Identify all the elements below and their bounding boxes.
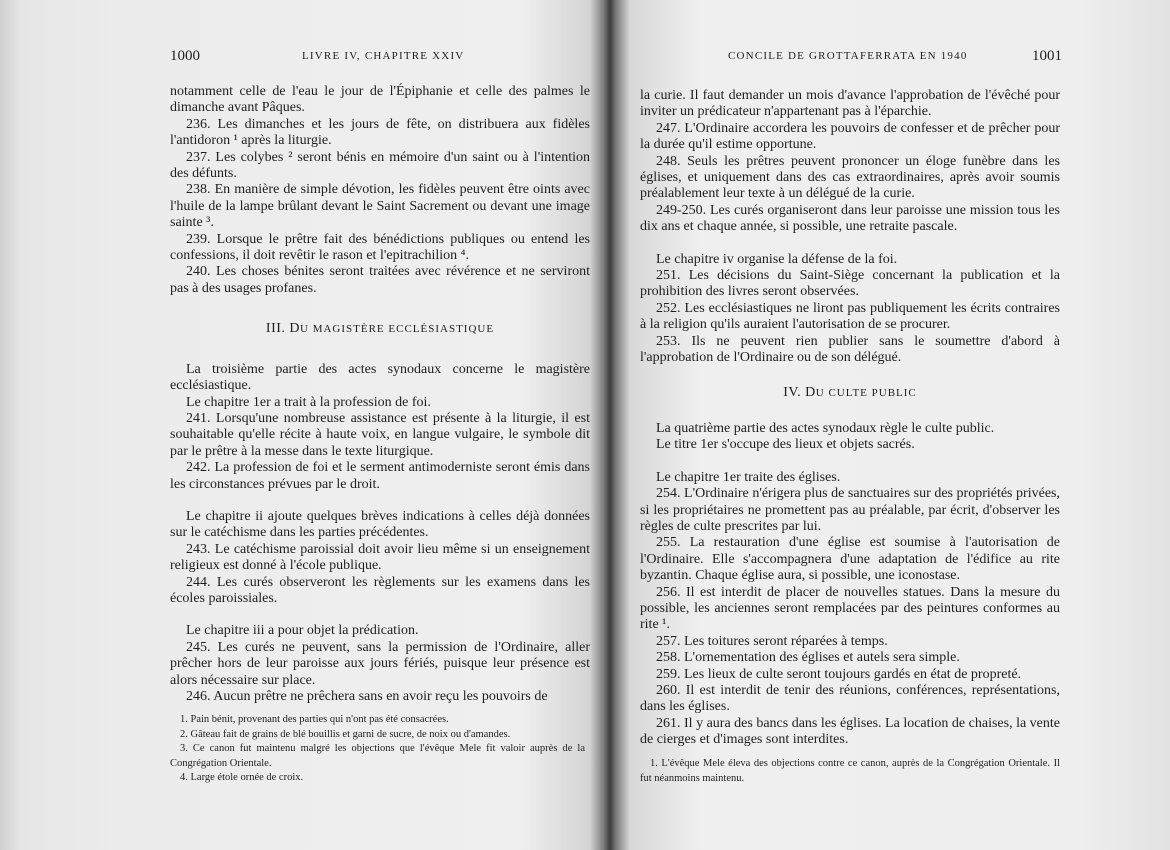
paragraph: 251. Les décisions du Saint-Siège concernant la publication et la prohibition des livres seront observées. <box>640 268 1060 300</box>
left-running-title: LIVRE IV, CHAPITRE XXIV <box>302 50 465 62</box>
footnote: 4. Large étole ornée de croix. <box>180 772 304 784</box>
right-footnotes <box>640 757 1060 786</box>
paragraph: 244. Les curés observeront les règlements sur les examens dans les écoles paroissiales. <box>170 574 590 606</box>
paragraph: la curie. Il faut demander un mois d'avance l'approbation de l'évêché pour inviter un prédicateur n'appartenant pas à l'éparchie. <box>640 88 1060 120</box>
section-heading-numeral: III. D <box>265 321 301 337</box>
left-page-number: 1000 <box>170 48 200 64</box>
left-body-text <box>170 84 590 705</box>
section-heading-title: U CULTE PUBLIC <box>815 386 917 399</box>
paragraph: 240. Les choses bénites seront traitées avec révérence et ne serviront pas à des usages profanes. <box>170 264 590 296</box>
paragraph: 237. Les colybes ² seront bénis en mémoire d'un saint ou à l'intention des défunts. <box>170 149 590 182</box>
paragraph: 243. Le catéchisme paroissial doit avoir lieu même si un enseignement religieux est donné à l'école publique. <box>170 541 590 574</box>
paragraph: 238. En manière de simple dévotion, les fidèles peuvent être oints avec l'huile de la lampe brûlant devant le Saint Sacrement ou devant une image sainte ³. <box>170 182 590 231</box>
paragraph: 246. Aucun prêtre ne prêchera sans en avoir reçu les pouvoirs de <box>186 689 548 704</box>
right-running-title: CONCILE DE GROTTAFERRATA EN 1940 <box>728 50 968 62</box>
paragraph: 258. L'ornementation des églises et autels sera simple. <box>656 650 960 666</box>
paragraph: 245. Les curés ne peuvent, sans la permission de l'Ordinaire, aller prêcher hors de leur paroisse aux jours fériés, puisque leur présence est alors nécessaire sur place. <box>170 639 590 688</box>
right-page-number: 1001 <box>1032 48 1062 64</box>
paragraph: 260. Il est interdit de tenir des réunions, conférences, représentations, dans les églises. <box>640 683 1060 715</box>
paragraph: 254. L'Ordinaire n'érigera plus de sanctuaires sur des propriétés privées, si les propriétaires ne promettent pas au préalable, par écrit, d'observer les règles de culte prescrites par lui. <box>640 486 1060 534</box>
paragraph: 241. Lorsqu'une nombreuse assistance est présente à la liturgie, il est souhaitable qu'elle récite à haute voix, en langue vulgaire, le symbole dit par le prêtre à la messe dans le texte liturgique. <box>170 410 590 459</box>
paragraph: 255. La restauration d'une église est soumise à l'autorisation de l'Ordinaire. Elle s'accompagnera d'une adaptation de l'édifice au rite byzantin. Chaque église aura, si possible, une iconostase. <box>640 535 1060 584</box>
paragraph: Le chapitre iii a pour objet la prédication. <box>186 623 419 639</box>
spacer <box>170 493 590 509</box>
paragraph: 257. Les toitures seront réparées à temps. <box>656 633 888 649</box>
paragraph: 253. Ils ne peuvent rien publier sans le soumettre d'abord à l'approbation de l'Ordinaire ou de son délégué. <box>640 333 1060 366</box>
paragraph: Le chapitre ii ajoute quelques brèves indications à celles déjà données sur le catéchisme dans les parties précédentes. <box>170 508 590 541</box>
paragraph: Le chapitre 1er traite des églises. <box>656 469 841 485</box>
right-page <box>615 0 1170 850</box>
footnote: 1. Pain bénit, provenant des parties qui n'ont pas été consacrées. <box>180 714 449 725</box>
paragraph: Le titre 1er s'occupe des lieux et objets sacrés. <box>656 437 915 453</box>
paragraph: 239. Lorsque le prêtre fait des bénédictions publiques ou entend les confessions, il doit revêtir le rason et l'epitrachilion ⁴. <box>170 231 590 264</box>
paragraph: 236. Les dimanches et les jours de fête, on distribuera aux fidèles l'antidoron ¹ après la liturgie. <box>170 116 590 149</box>
spacer <box>640 236 1060 252</box>
paragraph: notamment celle de l'eau le jour de l'Épiphanie et celle des palmes le dimanche avant Pâques. <box>170 84 590 116</box>
section-heading <box>170 321 590 337</box>
paragraph: 248. Seuls les prêtres peuvent prononcer un éloge funèbre dans les églises, et uniquement dans des cas extraordinaires, après avoir soumis préalablement leur texte à un délégué de la curie. <box>640 153 1060 202</box>
footnote: 2. Gâteau fait de grains de blé bouillis et garni de sucre, de noix ou d'amandes. <box>180 728 511 740</box>
paragraph: La quatrième partie des actes synodaux règle le culte public. <box>656 420 995 436</box>
paragraph: 249-250. Les curés organiseront dans leur paroisse une mission tous les dix ans et chaque année, si possible, une retraite pascale. <box>640 202 1060 235</box>
paragraph: 247. L'Ordinaire accordera les pouvoirs de confesser et de prêcher pour la durée qu'il estime opportune. <box>640 120 1060 153</box>
footnote: 3. Ce canon fut maintenu malgré les objections que l'évêque Mele fit valoir auprès de la Congrégation Orientale. <box>170 743 585 769</box>
paragraph: Le chapitre iv organise la défense de la foi. <box>656 251 898 267</box>
paragraph: La troisième partie des actes synodaux concerne le magistère ecclésiastique. <box>170 361 590 394</box>
section-heading-numeral: IV. D <box>783 384 816 400</box>
right-body-text <box>640 88 1060 749</box>
paragraph: 256. Il est interdit de placer de nouvelles statues. Dans la mesure du possible, les anciennes seront remplacées par des peintures conformes au rite ¹. <box>640 584 1060 633</box>
section-heading <box>640 385 1060 401</box>
paragraph: 259. Les lieux de culte seront toujours gardés en état de propreté. <box>656 666 1022 682</box>
footnote: 1. L'évêque Mele éleva des objections contre ce canon, auprès de la Congrégation Orientale. Il fut néanmoins maintenu. <box>640 758 1060 784</box>
section-heading-title: U MAGISTÈRE ECCLÉSIASTIQUE <box>300 323 495 336</box>
left-footnotes <box>170 713 585 786</box>
paragraph: 252. Les ecclésiastiques ne liront pas publiquement les écrits contraires à la religion qu'ils auraient l'autorisation de se procurer. <box>640 300 1060 333</box>
paragraph: 261. Il y aura des bancs dans les églises. La location de chaises, la vente de cierges et d'images sont interdites. <box>640 715 1060 748</box>
spacer <box>640 454 1060 470</box>
paragraph: Le chapitre 1er a trait à la profession de foi. <box>186 394 431 410</box>
spacer <box>170 607 590 623</box>
paragraph: 242. La profession de foi et le serment antimoderniste seront émis dans les circonstances prévues par le droit. <box>170 460 590 492</box>
